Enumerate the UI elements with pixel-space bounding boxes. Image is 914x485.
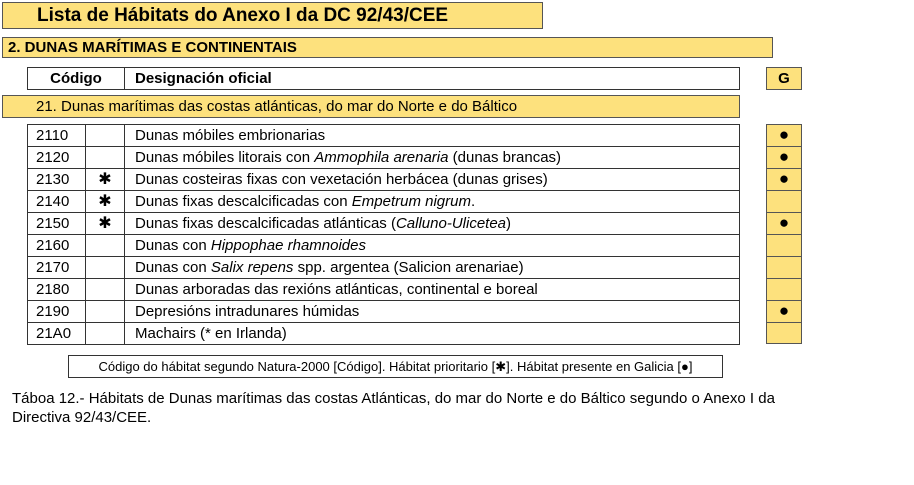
galicia-cell [766, 234, 802, 256]
habitat-name [135, 147, 561, 168]
priority-mark [85, 257, 125, 278]
section-heading: 2. DUNAS MARÍTIMAS E CONTINENTAIS [2, 37, 773, 58]
priority-mark [85, 235, 125, 256]
priority-mark [85, 147, 125, 168]
habitat-code: 2160 [36, 237, 70, 254]
habitat-code: 2130 [36, 171, 70, 188]
habitat-table [27, 124, 740, 345]
legend: Código do hábitat segundo Natura-2000 [Código]. Hábitat prioritario [✱]. Hábitat presente en Galicia [●] [68, 355, 723, 378]
habitat-species-name: Calluno-Ulicetea [395, 215, 507, 232]
habitat-species-name: Salix repens [210, 259, 294, 276]
habitat-code: 2180 [36, 281, 70, 298]
priority-mark [85, 125, 125, 146]
habitat-code: 2150 [36, 215, 70, 232]
habitat-name-text: Dunas con [135, 259, 211, 276]
habitat-name [135, 169, 548, 190]
table-row [28, 125, 739, 147]
habitat-name-suffix: ) [506, 215, 512, 232]
habitat-name-suffix: . [470, 193, 476, 210]
habitat-name-text: Dunas móbiles embrionarias [135, 127, 326, 144]
galicia-cell: ● [766, 146, 802, 168]
habitat-name-text: Dunas con [135, 237, 211, 254]
habitat-code: 2120 [36, 149, 70, 166]
table-row [28, 301, 739, 323]
habitat-name-text: Dunas arboradas das rexións atlánticas, continental e boreal [135, 281, 538, 298]
habitat-code: 2110 [36, 127, 69, 144]
galicia-cell: ● [766, 168, 802, 190]
habitat-name [135, 279, 538, 300]
habitat-name-text: Dunas móbiles litorais con [135, 149, 315, 166]
galicia-cell [766, 256, 802, 278]
galicia-column [766, 124, 802, 344]
priority-mark [85, 301, 125, 322]
habitat-name-suffix: (dunas brancas) [448, 149, 562, 166]
galicia-cell: ● [766, 124, 802, 146]
galicia-cell [766, 322, 802, 344]
habitat-species-name: Ammophila arenaria [314, 149, 449, 166]
table-caption: Táboa 12.- Hábitats de Dunas marítimas das costas Atlánticas, do mar do Norte e do Báltico segundo o Anexo I da Directiva 92/43/CEE. [12, 390, 775, 426]
table-header [27, 67, 740, 90]
habitat-code: 2190 [36, 303, 70, 320]
galicia-cell: ● [766, 300, 802, 322]
priority-mark [85, 323, 125, 344]
habitat-species-name: Hippophae rhamnoides [210, 237, 366, 254]
name-column-header: Designación oficial [135, 70, 272, 87]
habitat-name [135, 257, 524, 278]
habitat-name [135, 125, 325, 146]
habitat-name [135, 301, 359, 322]
table-row [28, 213, 739, 235]
table-row [28, 235, 739, 257]
habitat-name [135, 191, 475, 212]
habitat-code: 2170 [36, 259, 70, 276]
code-column-header: Código [28, 68, 125, 89]
subgroup-heading: 21. Dunas marítimas das costas atlánticas, do mar do Norte e do Báltico [2, 95, 740, 118]
table-row [28, 169, 739, 191]
habitat-name-text: Dunas fixas descalcificadas atlánticas ( [135, 215, 396, 232]
habitat-name-text: Dunas costeiras fixas con vexetación herbácea (dunas grises) [135, 171, 548, 188]
habitat-name [135, 323, 287, 344]
habitat-name [135, 213, 511, 234]
priority-mark: ✱ [85, 169, 125, 190]
habitat-species-name: Empetrum nigrum [351, 193, 471, 210]
table-row [28, 279, 739, 301]
table-row [28, 191, 739, 213]
priority-mark: ✱ [85, 213, 125, 234]
table-row [28, 323, 739, 345]
priority-mark: ✱ [85, 191, 125, 212]
habitat-code: 2140 [36, 193, 70, 210]
table-row [28, 257, 739, 279]
habitat-name-text: Machairs (* en Irlanda) [135, 325, 287, 342]
page-title: Lista de Hábitats do Anexo I da DC 92/43/CEE [2, 2, 543, 29]
habitat-name-text: Dunas fixas descalcificadas con [135, 193, 352, 210]
galicia-cell [766, 190, 802, 212]
galicia-cell: ● [766, 212, 802, 234]
habitat-name-suffix: spp. argentea (Salicion arenariae) [293, 259, 524, 276]
habitat-code: 21A0 [36, 325, 72, 342]
galicia-cell [766, 278, 802, 300]
habitat-name-text: Depresións intradunares húmidas [135, 303, 360, 320]
priority-mark [85, 279, 125, 300]
galicia-column-header: G [766, 67, 802, 90]
table-row [28, 147, 739, 169]
habitat-name [135, 235, 366, 256]
